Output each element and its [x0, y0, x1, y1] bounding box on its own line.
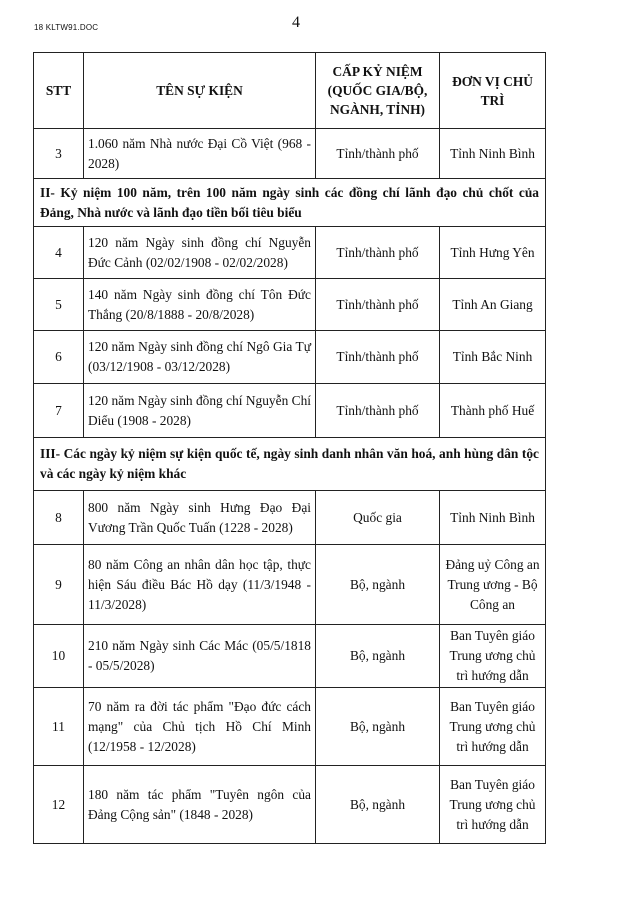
- col-header-stt: STT: [34, 53, 84, 129]
- cell-stt: 10: [34, 625, 84, 688]
- cell-unit: Tỉnh An Giang: [440, 279, 546, 331]
- cell-event-name: 120 năm Ngày sinh đồng chí Nguyễn Chí Diểu (1908 - 2028): [84, 384, 316, 438]
- cell-event-name: 210 năm Ngày sinh Các Mác (05/5/1818 - 05/5/2028): [84, 625, 316, 688]
- cell-stt: 3: [34, 129, 84, 179]
- cell-event-name: 120 năm Ngày sinh đồng chí Nguyễn Đức Cảnh (02/02/1908 - 02/02/2028): [84, 227, 316, 279]
- section-row: [34, 438, 546, 491]
- cell-unit: Tỉnh Ninh Bình: [440, 491, 546, 545]
- cell-event-name: 800 năm Ngày sinh Hưng Đạo Đại Vương Trần Quốc Tuấn (1228 - 2028): [84, 491, 316, 545]
- cell-event-name: 120 năm Ngày sinh đồng chí Ngô Gia Tự (03/12/1908 - 03/12/2028): [84, 331, 316, 384]
- section-heading: II- Kỷ niệm 100 năm, trên 100 năm ngày sinh các đồng chí lãnh đạo chủ chốt của Đảng, Nhà nước và lãnh đạo tiền bối tiêu biểu: [34, 179, 546, 227]
- cell-unit: Ban Tuyên giáo Trung ương chủ trì hướng dẫn: [440, 766, 546, 844]
- cell-level: Tỉnh/thành phố: [316, 384, 440, 438]
- cell-stt: 9: [34, 545, 84, 625]
- table-row: [34, 279, 546, 331]
- cell-unit: Thành phố Huế: [440, 384, 546, 438]
- cell-level: Tỉnh/thành phố: [316, 227, 440, 279]
- cell-level: Tỉnh/thành phố: [316, 129, 440, 179]
- cell-event-name: 1.060 năm Nhà nước Đại Cồ Việt (968 - 2028): [84, 129, 316, 179]
- cell-level: Tỉnh/thành phố: [316, 331, 440, 384]
- cell-stt: 8: [34, 491, 84, 545]
- cell-level: Bộ, ngành: [316, 766, 440, 844]
- cell-stt: 11: [34, 688, 84, 766]
- cell-unit: Đảng uỷ Công an Trung ương - Bộ Công an: [440, 545, 546, 625]
- cell-unit: Ban Tuyên giáo Trung ương chủ trì hướng dẫn: [440, 625, 546, 688]
- cell-stt: 6: [34, 331, 84, 384]
- cell-unit: Tỉnh Bắc Ninh: [440, 331, 546, 384]
- cell-event-name: 140 năm Ngày sinh đồng chí Tôn Đức Thắng (20/8/1888 - 20/8/2028): [84, 279, 316, 331]
- section-heading: III- Các ngày kỷ niệm sự kiện quốc tế, ngày sinh danh nhân văn hoá, anh hùng dân tộc và các ngày kỷ niệm khác: [34, 438, 546, 491]
- table-row: [34, 129, 546, 179]
- table-row: [34, 766, 546, 844]
- table-row: [34, 625, 546, 688]
- cell-unit: Tỉnh Hưng Yên: [440, 227, 546, 279]
- table-row: [34, 331, 546, 384]
- cell-stt: 4: [34, 227, 84, 279]
- table-row: [34, 491, 546, 545]
- cell-unit: Tỉnh Ninh Bình: [440, 129, 546, 179]
- cell-event-name: 70 năm ra đời tác phẩm "Đạo đức cách mạng" của Chủ tịch Hồ Chí Minh (12/1958 - 12/2028): [84, 688, 316, 766]
- cell-level: Bộ, ngành: [316, 545, 440, 625]
- cell-event-name: 80 năm Công an nhân dân học tập, thực hiện Sáu điều Bác Hồ dạy (11/3/1948 - 11/3/2028): [84, 545, 316, 625]
- file-code: 18 KLTW91.DOC: [34, 23, 99, 32]
- table-row: [34, 227, 546, 279]
- table-row: [34, 384, 546, 438]
- col-header-level: CẤP KỶ NIỆM (QUỐC GIA/BỘ, NGÀNH, TỈNH): [316, 53, 440, 129]
- cell-unit: Ban Tuyên giáo Trung ương chủ trì hướng dẫn: [440, 688, 546, 766]
- cell-level: Tỉnh/thành phố: [316, 279, 440, 331]
- cell-stt: 12: [34, 766, 84, 844]
- cell-stt: 7: [34, 384, 84, 438]
- cell-event-name: 180 năm tác phẩm "Tuyên ngôn của Đảng Cộng sản" (1848 - 2028): [84, 766, 316, 844]
- section-row: [34, 179, 546, 227]
- cell-level: Bộ, ngành: [316, 688, 440, 766]
- table-row: [34, 545, 546, 625]
- page-number: 4: [292, 14, 300, 31]
- table-row: [34, 688, 546, 766]
- col-header-unit: ĐƠN VỊ CHỦ TRÌ: [440, 53, 546, 129]
- events-table: [33, 52, 546, 844]
- cell-stt: 5: [34, 279, 84, 331]
- table-header-row: [34, 53, 546, 129]
- col-header-event-name: TÊN SỰ KIỆN: [84, 53, 316, 129]
- cell-level: Bộ, ngành: [316, 625, 440, 688]
- cell-level: Quốc gia: [316, 491, 440, 545]
